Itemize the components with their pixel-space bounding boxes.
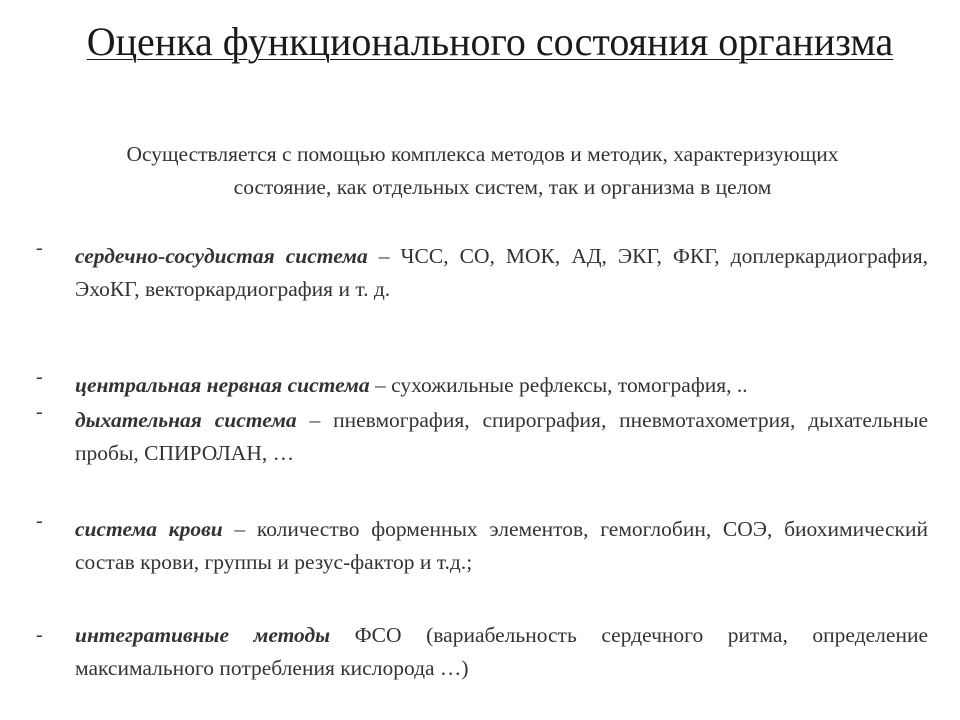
list-item-term: центральная нервная система [75,373,370,397]
bullet-dash: - [36,401,43,423]
list-item-text: – количество форменных элементов, гемоглобин, СОЭ, биохимический состав крови, группы и резус-фактор и т.д.; [75,517,928,574]
list-item-respiratory [36,401,929,470]
bullet-dash: - [36,366,43,388]
list-item-term: интегративные методы [75,623,331,647]
intro-paragraph [40,138,925,204]
list-item-integrative [36,619,928,685]
list-item-blood [36,510,928,579]
intro-line-1: Осуществляется с помощью комплекса методов и методик, характеризующих [126,142,839,166]
list-item-text: – пневмография, спирография, пневмотахометрия, дыхательные пробы, СПИРОЛАН, … [75,408,929,465]
list-item-term: сердечно-сосудистая система [75,244,368,268]
page-title: Оценка функционального состояния организма [86,19,894,64]
intro-line-2: состояние, как отдельных систем, так и организма в целом [233,175,772,199]
list-item-text: – ЧСС, СО, МОК, АД, ЭКГ, ФКГ, доплеркардиография, ЭхоКГ, векторкардиография и т. д. [75,244,928,301]
bullet-dash: - [36,510,43,532]
bullet-dash: - [36,624,43,646]
list-item-text: – сухожильные рефлексы, томография, .. [369,373,748,397]
list-item-term: дыхательная система [75,408,297,432]
list-item-text: ФСО (вариабельность сердечного ритма, определение максимального потребления кислорода …) [75,623,928,680]
list-item-term: система крови [75,517,223,541]
list-item-cns [36,366,928,402]
list-item-cardiovascular [36,237,928,306]
bullet-dash: - [36,237,43,259]
